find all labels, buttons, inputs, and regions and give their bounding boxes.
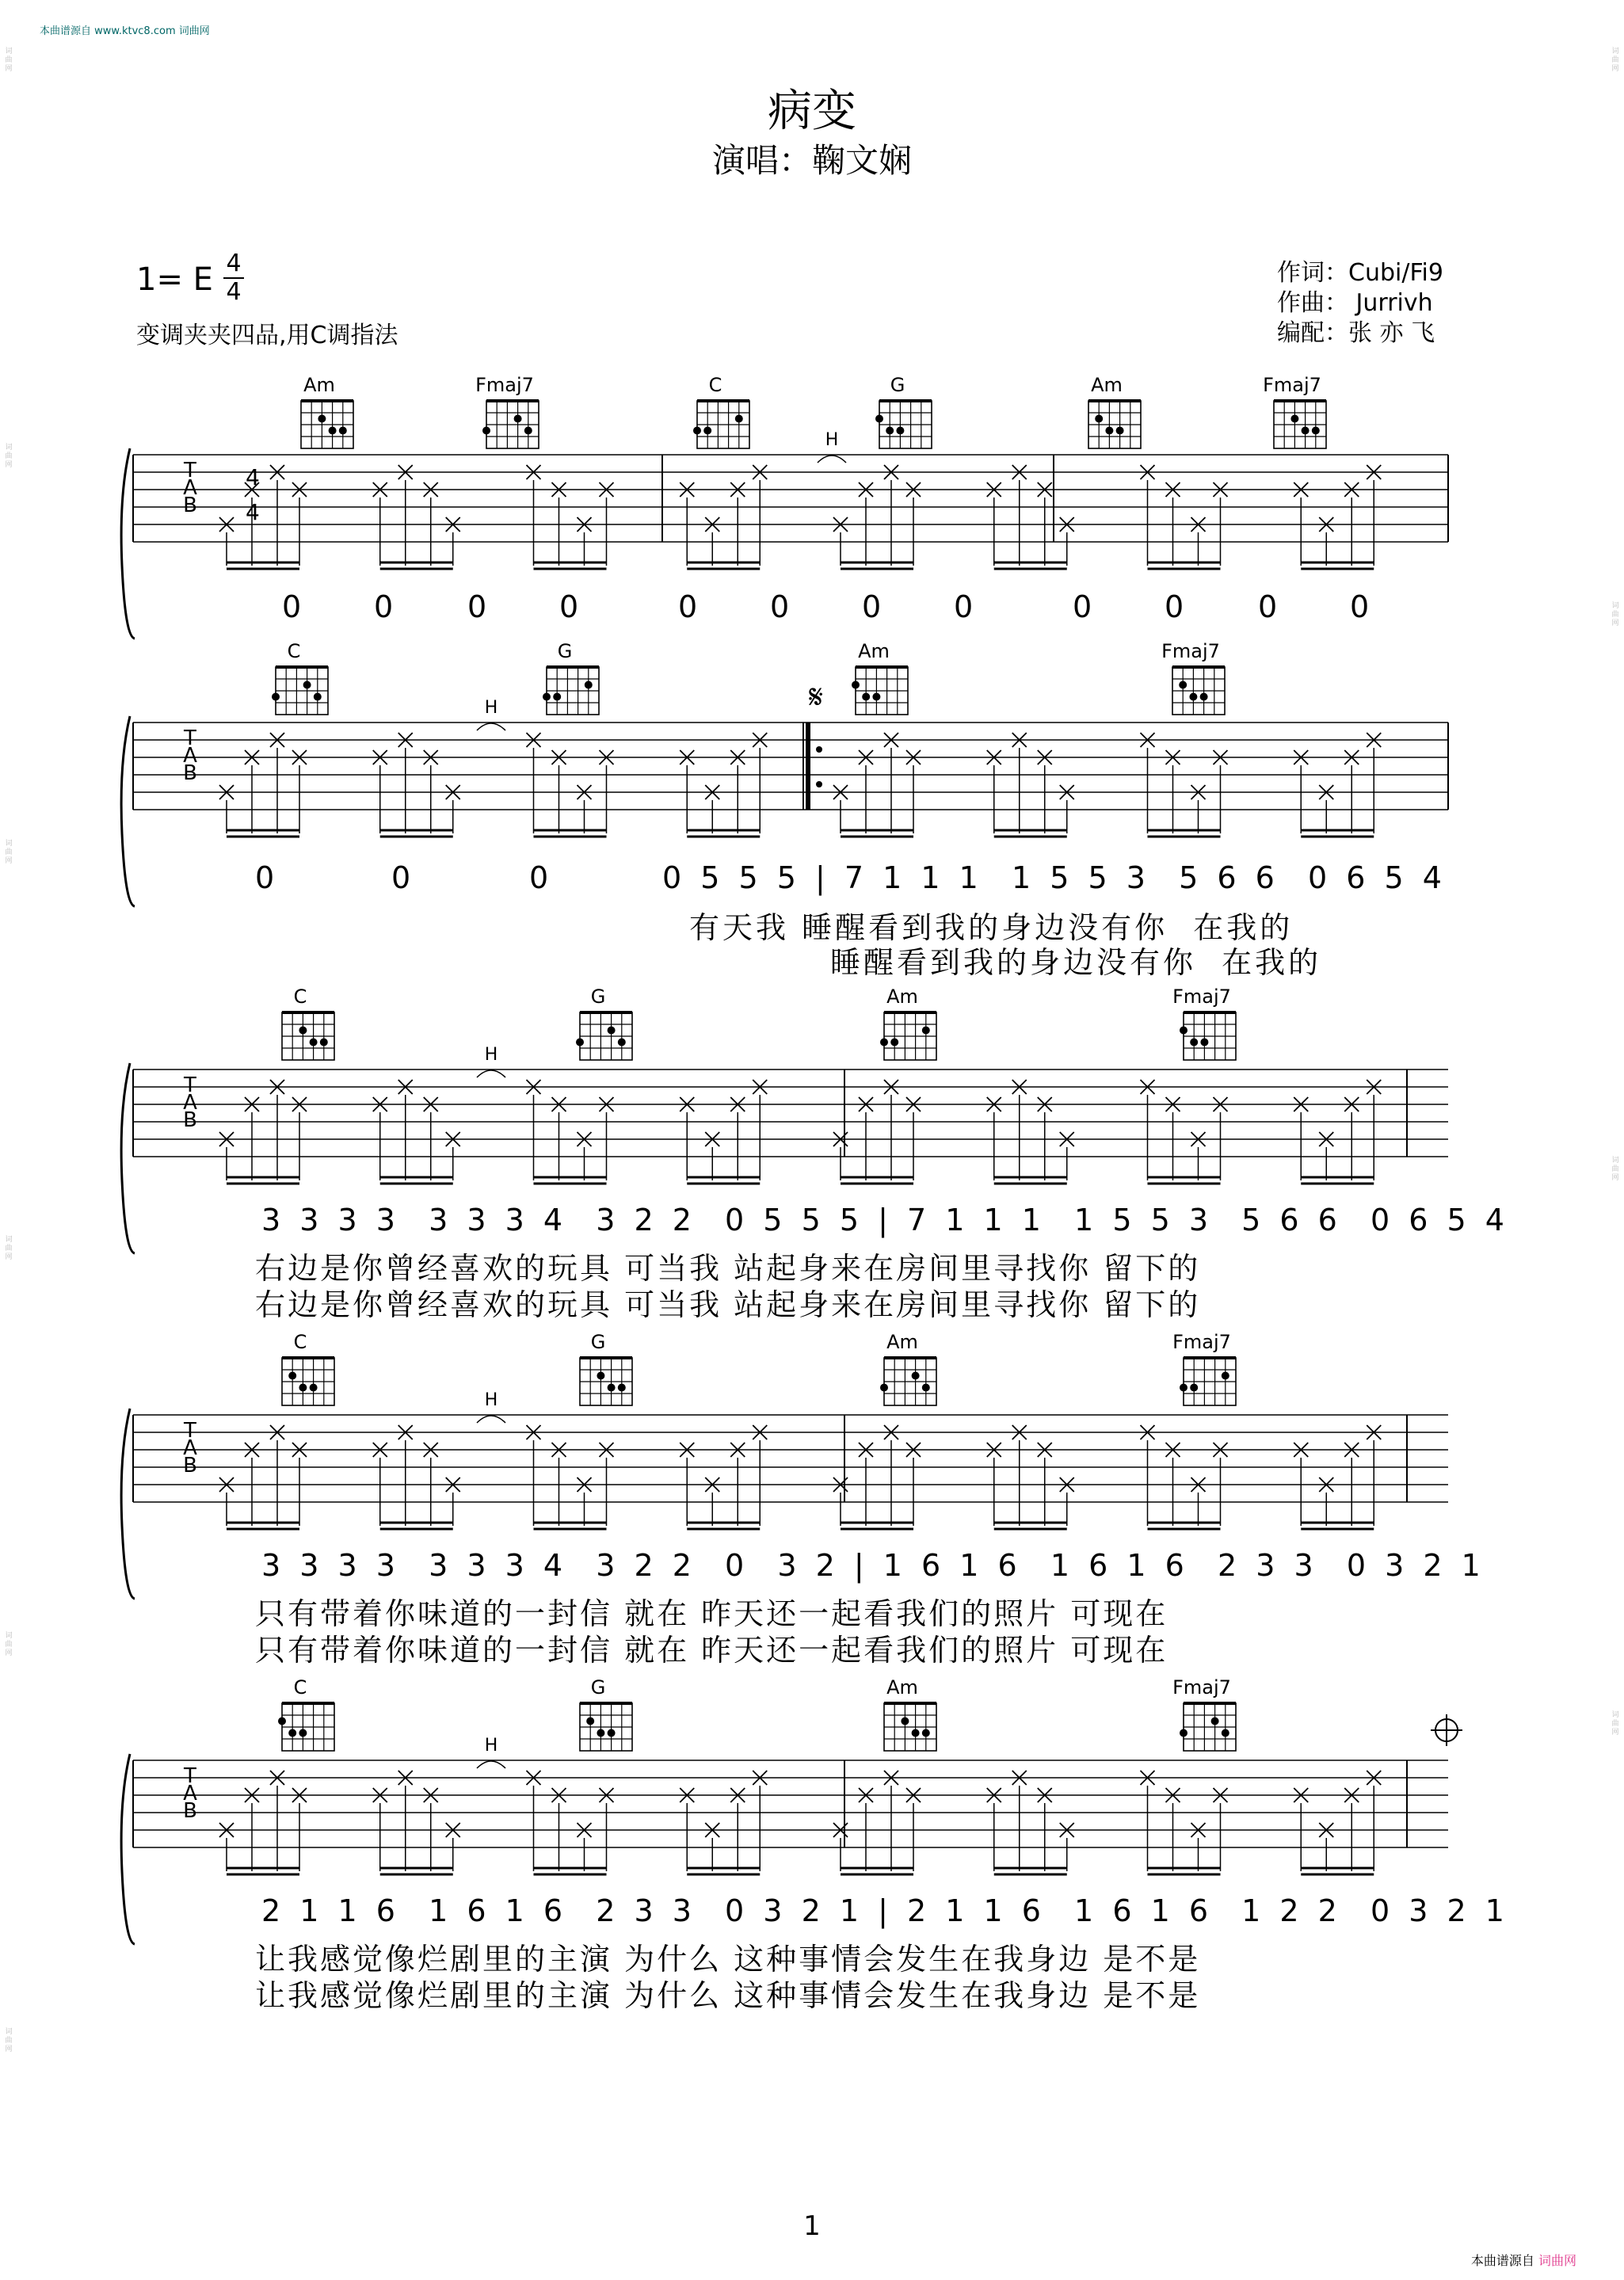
chord-name: Am bbox=[886, 1331, 918, 1353]
chord-name: G bbox=[557, 640, 573, 662]
chord-diagram-dot bbox=[310, 1384, 318, 1392]
rest-zero: 0 bbox=[282, 589, 302, 624]
tab-clef-letter: A bbox=[183, 744, 197, 768]
tab-clef-letter: T bbox=[184, 726, 196, 750]
chord-diagram-dot bbox=[514, 415, 522, 423]
page-number: 1 bbox=[803, 2210, 821, 2242]
footer-source-prefix: 本曲谱源自 bbox=[1470, 2253, 1534, 2268]
chord-diagram-dot bbox=[1105, 427, 1113, 435]
chord-diagram-dot bbox=[524, 427, 532, 435]
tab-clef-letter: B bbox=[183, 1799, 197, 1823]
tab-clef-letter: B bbox=[183, 761, 197, 785]
chord-diagram-dot bbox=[553, 693, 561, 701]
chord-diagram-dot bbox=[862, 693, 870, 701]
chord-diagram-dot bbox=[1179, 681, 1187, 689]
hammer-on-slur bbox=[477, 1416, 505, 1423]
chord-diagram-dot bbox=[1180, 1729, 1188, 1737]
chord-name: Fmaj7 bbox=[1172, 1676, 1231, 1699]
rest-zero: 0 bbox=[862, 589, 882, 624]
chord-diagram-dot bbox=[693, 427, 701, 435]
chord-diagram-dot bbox=[586, 1718, 594, 1725]
chord-diagram-dot bbox=[299, 1729, 307, 1737]
tab-clef-letter: T bbox=[184, 1764, 196, 1788]
tab-clef-letter: A bbox=[183, 1436, 197, 1460]
chord-diagram-dot bbox=[922, 1729, 930, 1737]
chord-name: C bbox=[287, 640, 301, 662]
lyric-row-5-verse-2: 让我感觉像烂剧里的主演 为什么 这种事情会发生在我身边 是不是 bbox=[255, 1978, 1201, 2013]
chord-diagram-dot bbox=[482, 427, 490, 435]
hammer-on-slur bbox=[477, 723, 505, 730]
chord-diagram-dot bbox=[299, 1027, 307, 1035]
lyric-row-4-verse-2: 只有带着你味道的一封信 就在 昨天还一起看我们的照片 可现在 bbox=[255, 1633, 1168, 1668]
hammer-on-label: H bbox=[484, 1045, 498, 1065]
chord-name: C bbox=[708, 374, 722, 396]
left-watermark: 词曲网 bbox=[5, 1236, 13, 1261]
chord-diagram-dot bbox=[618, 1039, 626, 1047]
chord-diagram-dot bbox=[901, 1718, 909, 1725]
chord-diagram-dot bbox=[1180, 1027, 1188, 1035]
chord-diagram-dot bbox=[608, 1729, 616, 1737]
notation-row-5: 2 1 1 6 1 6 1 6 2 3 3 0 3 2 1 | 2 1 1 6 1 6 1 6 1 2 2 0 3 2 1 bbox=[261, 1893, 1509, 1928]
footer-brand: 词曲网 bbox=[1538, 2253, 1576, 2268]
chord-diagram-dot bbox=[1190, 1039, 1198, 1047]
chord-diagram-dot bbox=[618, 1384, 626, 1392]
notation-row-4: 3 3 3 3 3 3 3 4 3 2 2 0 3 2 | 1 6 1 6 1 6 1 6 2 3 3 0 3 2 1 bbox=[261, 1548, 1485, 1583]
song-title: 病变 bbox=[768, 86, 856, 137]
chord-name: Fmaj7 bbox=[1172, 986, 1231, 1008]
chord-name: C bbox=[293, 1331, 307, 1353]
right-watermark: 词曲网 bbox=[1611, 1157, 1619, 1182]
arranger: 编配：张 亦 飞 bbox=[1277, 319, 1435, 347]
tab-clef-letter: A bbox=[183, 1782, 197, 1805]
right-watermark: 词曲网 bbox=[1611, 1711, 1619, 1737]
left-watermark: 词曲网 bbox=[5, 2028, 13, 2053]
chord-diagram-dot bbox=[608, 1384, 616, 1392]
tab-clef-letter: B bbox=[183, 1454, 197, 1477]
right-watermark: 词曲网 bbox=[1611, 48, 1619, 73]
chord-diagram-dot bbox=[608, 1027, 616, 1035]
chord-diagram-dot bbox=[1302, 427, 1309, 435]
chord-name: Fmaj7 bbox=[475, 374, 534, 396]
chord-diagram-dot bbox=[1200, 1039, 1208, 1047]
rest-zero: 0 bbox=[1165, 589, 1184, 624]
tab-clef-letter: T bbox=[184, 459, 196, 482]
chord-diagram-dot bbox=[299, 1384, 307, 1392]
rest-zero: 0 bbox=[255, 860, 275, 895]
chord-diagram-dot bbox=[1116, 427, 1124, 435]
chord-diagram-dot bbox=[890, 1039, 898, 1047]
chord-name: Am bbox=[858, 640, 890, 662]
capo-note: 变调夹夹四品,用C调指法 bbox=[136, 322, 398, 349]
chord-name: C bbox=[293, 986, 307, 1008]
chord-name: Am bbox=[886, 1676, 918, 1699]
chord-name: Am bbox=[886, 986, 918, 1008]
chord-diagram-dot bbox=[329, 427, 337, 435]
chord-diagram-dot bbox=[886, 427, 894, 435]
time-signature-bottom: 4 bbox=[226, 278, 242, 306]
chord-diagram-dot bbox=[310, 1039, 318, 1047]
rest-zero: 0 bbox=[559, 589, 579, 624]
coda-icon-cross bbox=[1431, 1714, 1462, 1746]
hammer-on-label: H bbox=[484, 698, 498, 718]
chord-diagram-dot bbox=[543, 693, 551, 701]
lyric-row-2-verse-1: 有天我 睡醒看到我的身边没有你 在我的 bbox=[689, 910, 1294, 945]
chord-diagram-dot bbox=[880, 1384, 888, 1392]
segno-icon: 𝄋 bbox=[808, 677, 824, 716]
chord-name: Am bbox=[303, 374, 335, 396]
chord-diagram-dot bbox=[272, 693, 280, 701]
chord-name: G bbox=[590, 1331, 606, 1353]
chord-diagram-dot bbox=[875, 415, 883, 423]
lyric-row-3-verse-1: 右边是你曾经喜欢的玩具 可当我 站起身来在房间里寻找你 留下的 bbox=[255, 1251, 1201, 1286]
repeat-dot bbox=[816, 781, 822, 787]
chord-diagram-dot bbox=[318, 415, 326, 423]
rest-zero: 0 bbox=[678, 589, 698, 624]
chord-diagram-dot bbox=[922, 1384, 930, 1392]
left-watermark: 词曲网 bbox=[5, 1632, 13, 1657]
tab-clef-letter: A bbox=[183, 1091, 197, 1115]
lyric-row-4-verse-1: 只有带着你味道的一封信 就在 昨天还一起看我们的照片 可现在 bbox=[255, 1596, 1168, 1631]
lyric-row-5-verse-1: 让我感觉像烂剧里的主演 为什么 这种事情会发生在我身边 是不是 bbox=[255, 1942, 1201, 1977]
hammer-on-slur bbox=[818, 456, 846, 463]
chord-name: Fmaj7 bbox=[1161, 640, 1220, 662]
chord-name: Fmaj7 bbox=[1263, 374, 1321, 396]
chord-diagram-dot bbox=[1200, 693, 1208, 701]
tab-clef-letter: B bbox=[183, 1108, 197, 1132]
chord-diagram-dot bbox=[1180, 1384, 1188, 1392]
hammer-on-label: H bbox=[825, 430, 839, 450]
tab-time-top: 4 bbox=[246, 464, 260, 490]
chord-diagram-dot bbox=[303, 681, 311, 689]
chord-name: G bbox=[590, 1676, 606, 1699]
composer: 作曲： Jurrivh bbox=[1277, 289, 1433, 317]
chord-diagram-dot bbox=[339, 427, 347, 435]
left-watermark: 词曲网 bbox=[5, 48, 13, 73]
chord-diagram-dot bbox=[880, 1039, 888, 1047]
lyric-row-3-verse-2: 右边是你曾经喜欢的玩具 可当我 站起身来在房间里寻找你 留下的 bbox=[255, 1287, 1201, 1322]
notation-row-3: 3 3 3 3 3 3 3 4 3 2 2 0 5 5 5 | 7 1 1 1 1 5 5 3 5 6 6 0 6 5 4 bbox=[261, 1203, 1509, 1237]
rest-zero: 0 bbox=[1073, 589, 1092, 624]
chord-diagram-dot bbox=[278, 1718, 286, 1725]
chord-diagram-dot bbox=[288, 1729, 296, 1737]
chord-diagram-dot bbox=[1095, 415, 1103, 423]
chord-diagram-dot bbox=[852, 681, 860, 689]
chord-diagram-dot bbox=[288, 1372, 296, 1380]
key-signature: 1= E bbox=[136, 261, 213, 298]
hammer-on-label: H bbox=[484, 1390, 498, 1410]
rest-zero: 0 bbox=[1258, 589, 1278, 624]
singer: 演唱：鞠文娴 bbox=[711, 141, 912, 180]
chord-name: Fmaj7 bbox=[1172, 1331, 1231, 1353]
rest-zero: 0 bbox=[374, 589, 394, 624]
chord-name: Am bbox=[1091, 374, 1123, 396]
chord-diagram-dot bbox=[585, 681, 593, 689]
time-signature-top: 4 bbox=[226, 250, 242, 277]
rest-zero: 0 bbox=[467, 589, 487, 624]
chord-name: C bbox=[293, 1676, 307, 1699]
tab-clef-letter: A bbox=[183, 476, 197, 500]
hammer-on-slur bbox=[477, 1070, 505, 1077]
chord-diagram-dot bbox=[1290, 415, 1298, 423]
chord-name: G bbox=[590, 986, 606, 1008]
notation-row-2: 0 5 5 5 | 7 1 1 1 1 5 5 3 5 6 6 0 6 5 4 bbox=[662, 860, 1447, 895]
right-watermark: 词曲网 bbox=[1611, 602, 1619, 627]
chord-diagram-dot bbox=[912, 1729, 920, 1737]
chord-diagram-dot bbox=[896, 427, 904, 435]
chord-diagram-dot bbox=[1211, 1718, 1219, 1725]
left-watermark: 词曲网 bbox=[5, 840, 13, 865]
tab-clef-letter: B bbox=[183, 494, 197, 517]
tab-clef-letter: T bbox=[184, 1419, 196, 1443]
header-source-note: 本曲谱源自 www.ktvc8.com 词曲网 bbox=[40, 25, 210, 37]
rest-zero: 0 bbox=[954, 589, 974, 624]
chord-diagram-dot bbox=[922, 1027, 930, 1035]
left-watermark: 词曲网 bbox=[5, 444, 13, 469]
rest-zero: 0 bbox=[770, 589, 790, 624]
chord-diagram-dot bbox=[597, 1729, 604, 1737]
hammer-on-slur bbox=[477, 1761, 505, 1768]
chord-diagram-dot bbox=[1222, 1729, 1229, 1737]
chord-diagram-dot bbox=[912, 1372, 920, 1380]
lyric-row-2-verse-2: 睡醒看到我的身边没有你 在我的 bbox=[830, 945, 1322, 980]
chord-diagram-dot bbox=[703, 427, 711, 435]
chord-diagram-dot bbox=[1189, 693, 1197, 701]
chord-diagram-dot bbox=[576, 1039, 584, 1047]
chord-diagram-dot bbox=[320, 1039, 328, 1047]
chord-name: G bbox=[890, 374, 905, 396]
chord-diagram-dot bbox=[872, 693, 880, 701]
rest-zero: 0 bbox=[529, 860, 549, 895]
rest-zero: 0 bbox=[1350, 589, 1370, 624]
repeat-dot bbox=[816, 746, 822, 753]
rest-zero: 0 bbox=[391, 860, 411, 895]
chord-diagram-dot bbox=[1190, 1384, 1198, 1392]
tab-clef-letter: T bbox=[184, 1073, 196, 1097]
chord-diagram-dot bbox=[597, 1372, 604, 1380]
lyricist: 作词：Cubi/Fi9 bbox=[1277, 259, 1443, 287]
chord-diagram-dot bbox=[314, 693, 322, 701]
chord-diagram-dot bbox=[1222, 1372, 1229, 1380]
hammer-on-label: H bbox=[484, 1736, 498, 1756]
tab-time-bottom: 4 bbox=[246, 499, 260, 525]
chord-diagram-dot bbox=[1312, 427, 1320, 435]
chord-diagram-dot bbox=[735, 415, 743, 423]
